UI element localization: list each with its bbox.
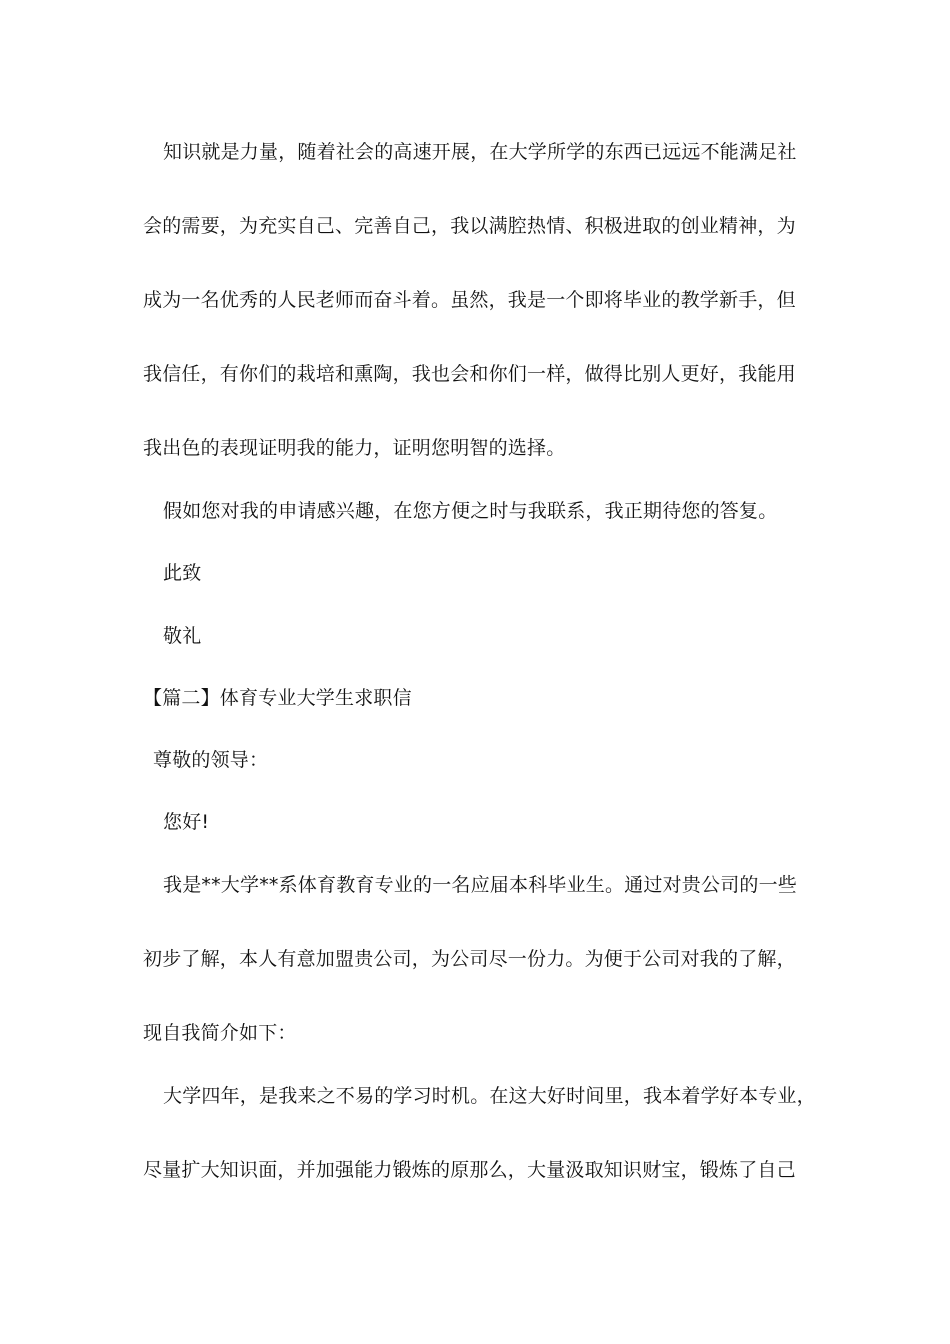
paragraph-line: 成为一名优秀的人民老师而奋斗着。虽然，我是一个即将毕业的教学新手，但 xyxy=(143,289,796,311)
paragraph-line: 初步了解，本人有意加盟贵公司，为公司尽一份力。为便于公司对我的了解， xyxy=(143,948,796,970)
paragraph-line: 假如您对我的申请感兴趣，在您方便之时与我联系，我正期待您的答复。 xyxy=(163,500,778,522)
salutation: 尊敬的领导： xyxy=(153,749,269,771)
paragraph-line: 尽量扩大知识面，并加强能力锻炼的原那么，大量汲取知识财宝，锻炼了自己 xyxy=(143,1159,796,1181)
paragraph-line: 知识就是力量，随着社会的高速开展，在大学所学的东西已远远不能满足社 xyxy=(163,141,797,163)
greeting: 您好! xyxy=(163,811,210,833)
closing-line: 敬礼 xyxy=(163,625,202,647)
section-heading: 【篇二】体育专业大学生求职信 xyxy=(143,687,412,709)
paragraph-line: 大学四年，是我来之不易的学习时机。在这大好时间里，我本着学好本专业， xyxy=(163,1085,816,1107)
paragraph-line: 现自我简介如下： xyxy=(143,1022,297,1044)
paragraph-line: 我是**大学**系体育教育专业的一名应届本科毕业生。通过对贵公司的一些 xyxy=(163,874,798,896)
paragraph-line: 会的需要，为充实自己、完善自己，我以满腔热情、积极进取的创业精神，为 xyxy=(143,215,796,237)
paragraph-line: 我出色的表现证明我的能力，证明您明智的选择。 xyxy=(143,437,566,459)
paragraph-line: 我信任，有你们的栽培和熏陶，我也会和你们一样，做得比别人更好，我能用 xyxy=(143,363,796,385)
closing-line: 此致 xyxy=(163,562,202,584)
